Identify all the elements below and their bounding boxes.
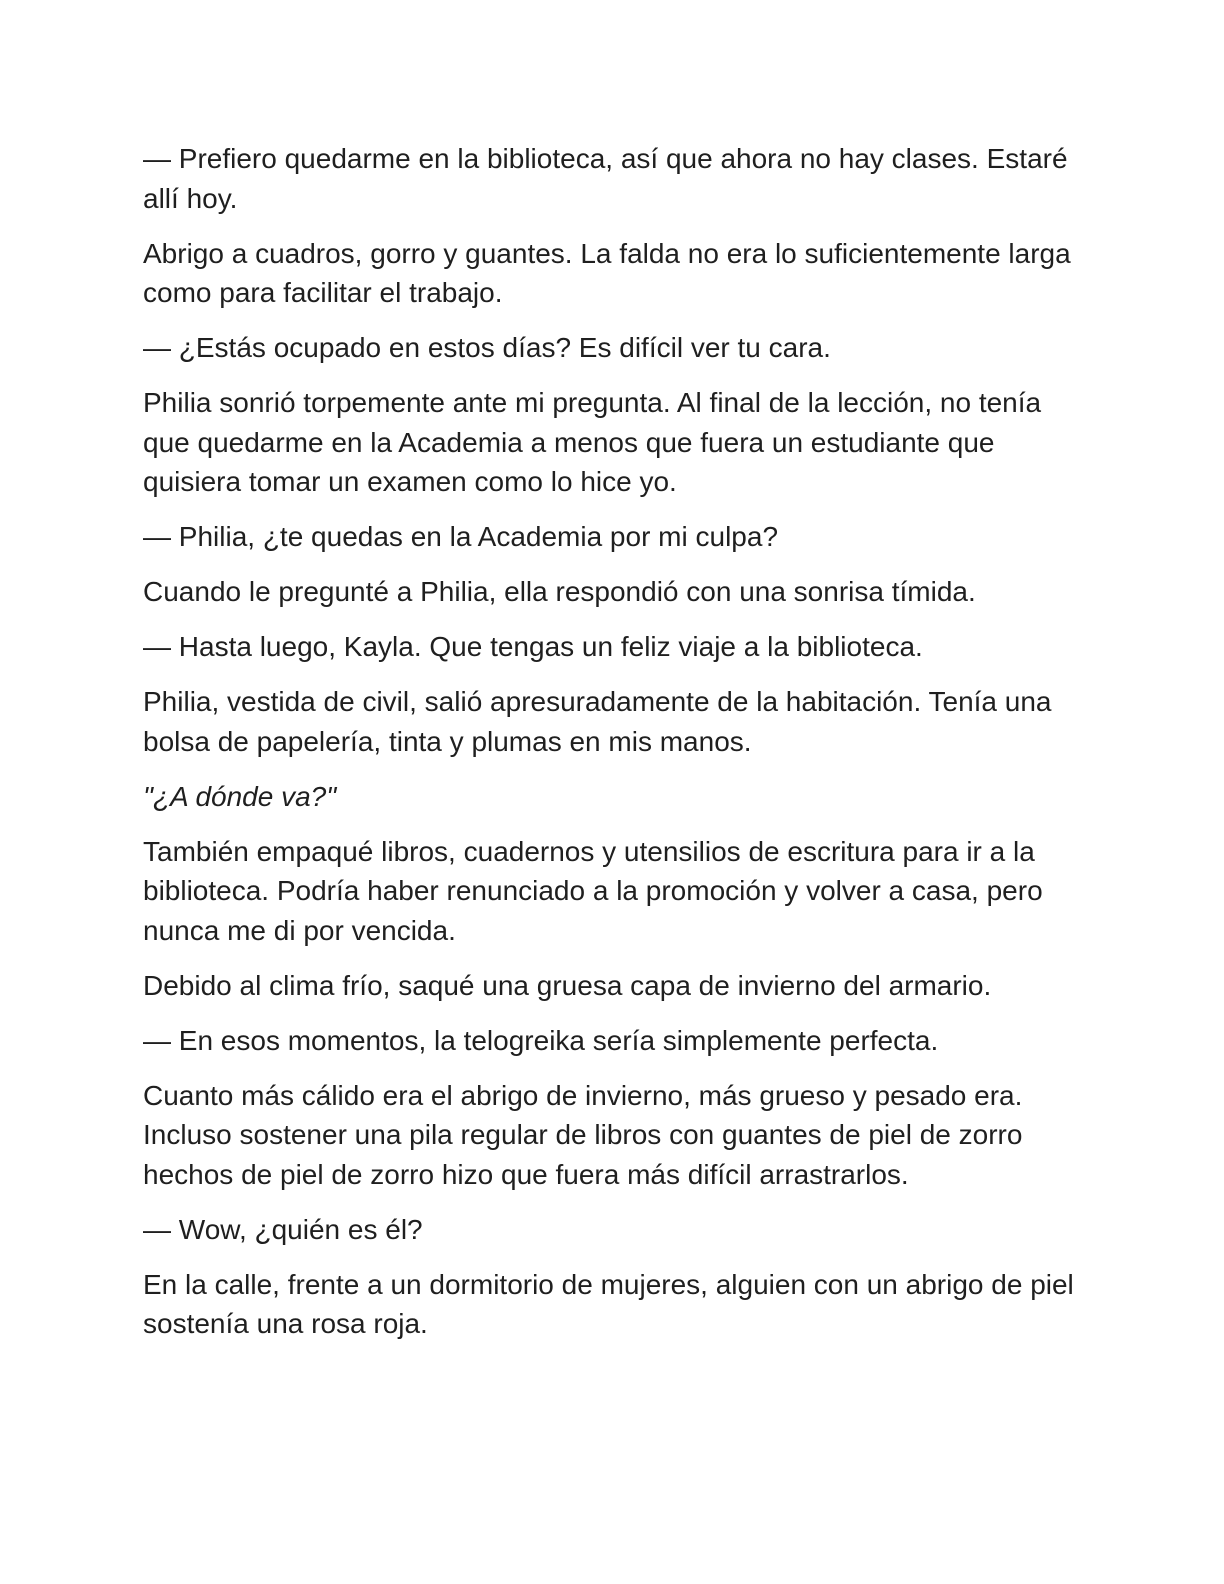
paragraph: Cuanto más cálido era el abrigo de invierno, más grueso y pesado era. Incluso sostener una pila regular de libros con guantes de piel de zorro hechos de piel de zorro hizo que fuera más difícil arrastrarlos. — [143, 1079, 1023, 1190]
document-page — [143, 139, 1083, 1359]
paragraph: En la calle, frente a un dormitorio de mujeres, alguien con un abrigo de piel sostenía una rosa roja. — [143, 1268, 1074, 1339]
paragraph: — Wow, ¿quién es él? — [143, 1213, 423, 1245]
paragraph: — En esos momentos, la telogreika sería simplemente perfecta. — [143, 1024, 939, 1056]
paragraph: Philia sonrió torpemente ante mi pregunta. Al final de la lección, no tenía que quedarme en la Academia a menos que fuera un estudiante que quisiera tomar un examen como lo hice yo. — [143, 387, 1042, 497]
paragraph: Debido al clima frío, saqué una gruesa capa de invierno del armario. — [143, 969, 992, 1001]
paragraph: Philia, vestida de civil, salió apresuradamente de la habitación. Tenía una bolsa de papelería, tinta y plumas en mis manos. — [143, 686, 1052, 757]
paragraph: — ¿Estás ocupado en estos días? Es difícil ver tu cara. — [143, 332, 831, 363]
paragraph-italic-thought: "¿A dónde va?" — [143, 780, 337, 812]
paragraph: — Prefiero quedarme en la biblioteca, así que ahora no hay clases. Estaré allí hoy. — [143, 143, 1068, 214]
paragraph: También empaqué libros, cuadernos y utensilios de escritura para ir a la biblioteca. Podría haber renunciado a la promoción y volver a casa, pero nunca me di por vencida. — [143, 835, 1043, 946]
paragraph: Abrigo a cuadros, gorro y guantes. La falda no era lo suficientemente larga como para facilitar el trabajo. — [143, 237, 1071, 308]
paragraph: Cuando le pregunté a Philia, ella respondió con una sonrisa tímida. — [143, 576, 976, 607]
paragraph: — Hasta luego, Kayla. Que tengas un feliz viaje a la biblioteca. — [143, 631, 923, 662]
paragraph: — Philia, ¿te quedas en la Academia por mi culpa? — [143, 521, 779, 552]
